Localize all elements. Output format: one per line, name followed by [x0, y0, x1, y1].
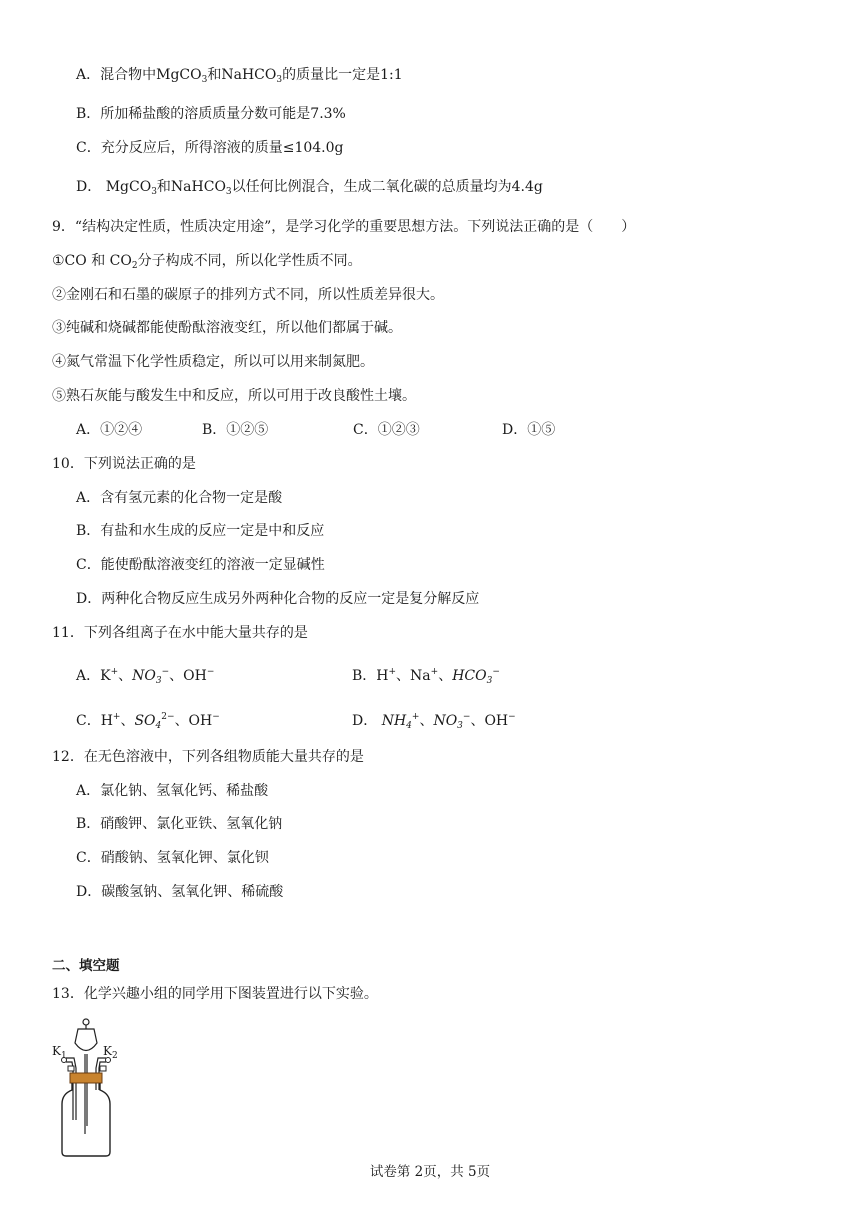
k2-label: $K_2$: [103, 1044, 118, 1061]
q9-statement-3: ③纯碱和烧碱都能使酚酞溶液变红，所以他们都属于碱。: [52, 320, 402, 336]
q9-statement-4: ④氮气常温下化学性质稳定，所以可以用来制氮肥。: [52, 354, 374, 370]
q13-stem: 13．化学兴趣小组的同学用下图装置进行以下实验。: [52, 986, 378, 1002]
q8-option-a: A．混合物中MgCO$_3$和NaHCO$_3$的质量比一定是1:1: [76, 67, 403, 85]
q9-statement-2: ②金刚石和石墨的碳原子的排列方式不同，所以性质差异很大。: [52, 287, 444, 303]
q9-option-c: C．①②③: [353, 422, 420, 438]
q10-option-c: C．能使酚酞溶液变红的溶液一定显碱性: [76, 557, 325, 573]
q9-statement-1: ①CO 和 $CO_2$分子构成不同，所以化学性质不同。: [52, 253, 362, 271]
q10-option-a: A．含有氢元素的化合物一定是酸: [76, 490, 283, 506]
q12-option-c: C．硝酸钠、氢氧化钾、氯化钡: [76, 850, 269, 866]
q12-option-a: A．氯化钠、氢氧化钙、稀盐酸: [76, 783, 269, 799]
q9-stem: 9．“结构决定性质，性质决定用途”，是学习化学的重要思想方法。下列说法正确的是（ ）: [52, 219, 636, 235]
q12-option-b: B．硝酸钾、氯化亚铁、氢氧化钠: [76, 816, 283, 832]
q9-option-a: A．①②④: [76, 422, 143, 438]
q10-option-d: D．两种化合物反应生成另外两种化合物的反应一定是复分解反应: [76, 591, 480, 607]
section-heading: 二、填空题: [52, 958, 120, 974]
q9-statement-5: ⑤熟石灰能与酸发生中和反应，所以可用于改良酸性土壤。: [52, 388, 416, 404]
q10-stem: 10．下列说法正确的是: [52, 456, 196, 472]
q11-option-b: B．H+、Na+、$HCO_3^-$: [352, 667, 500, 686]
q9-option-b: B．①②⑤: [202, 422, 269, 438]
q9-option-d: D．①⑤: [502, 422, 556, 438]
q11-stem: 11．下列各组离子在水中能大量共存的是: [52, 625, 308, 641]
q8-option-b: B．所加稀盐酸的溶质质量分数可能是7.3%: [76, 106, 346, 122]
q11-option-a: A．K+、$NO_3^-$、OH−: [76, 667, 215, 686]
q8-option-c: C．充分反应后，所得溶液的质量≤104.0g: [76, 140, 344, 156]
q8-option-d: D． MgCO$_3$和NaHCO$_3$以任何比例混合，生成二氧化碳的总质量均为4.4g: [76, 179, 543, 197]
q12-option-d: D．碳酸氢钠、氢氧化钾、稀硫酸: [76, 884, 284, 900]
page-footer: 试卷第 2页，共 5页: [369, 1164, 491, 1180]
q11-option-c: C．H+、$SO_4^{2-}$、OH−: [76, 712, 220, 731]
k1-label: $K_1$: [52, 1044, 67, 1061]
apparatus-figure: [48, 1016, 138, 1162]
q11-option-d: D． $NH_4^+$、$NO_3^-$、OH−: [352, 712, 516, 731]
q10-option-b: B．有盐和水生成的反应一定是中和反应: [76, 523, 325, 539]
q12-stem: 12．在无色溶液中，下列各组物质能大量共存的是: [52, 749, 364, 765]
gas-bottle-apparatus: [48, 1016, 138, 1158]
